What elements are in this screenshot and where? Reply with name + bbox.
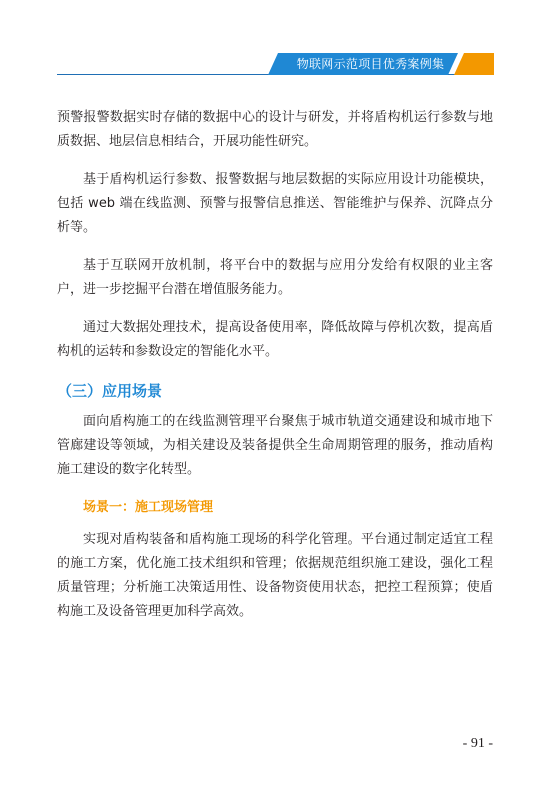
paragraph-continued: 预警报警数据实时存储的数据中心的设计与研发，并将盾构机运行参数与地质数据、地层信息相结合，开展功能性研究。 — [57, 110, 493, 149]
paragraph: 面向盾构施工的在线监测管理平台聚焦于城市轨道交通建设和城市地下管廊建设等领域，为相关建设及装备提供全生命周期管理的服务，推动盾构施工建设的数字化转型。 — [57, 414, 493, 477]
paragraph: 通过大数据处理技术，提高设备使用率，降低故障与停机次数，提高盾构机的运转和参数设定的智能化水平。 — [57, 320, 493, 359]
paragraph: 实现对盾构装备和盾构施工现场的科学化管理。平台通过制定适宜工程的施工方案，优化施工技术组织和管理；依据规范组织施工建设，强化工程质量管理；分析施工决策适用性、设备物资使用状态，把控工程预算；使盾构施工及设备管理更加科学高效。 — [57, 532, 493, 619]
section-heading: （三）应用场景 — [57, 382, 163, 400]
page-number: - 91 - — [462, 736, 493, 751]
header-title: 物联网示范项目优秀案例集 — [296, 57, 445, 71]
paragraph: 基于互联网开放机制，将平台中的数据与应用分发给有权限的业主客户，进一步挖掘平台潜在增值服务能力。 — [57, 258, 493, 297]
sub-heading: 场景一：施工现场管理 — [83, 500, 214, 515]
paragraph: 基于盾构机运行参数、报警数据与地层数据的实际应用设计功能模块，包括 web 端在线监测、预警与报警信息推送、智能维护与保养、沉降点分析等。 — [57, 172, 493, 235]
page-content — [57, 106, 493, 638]
